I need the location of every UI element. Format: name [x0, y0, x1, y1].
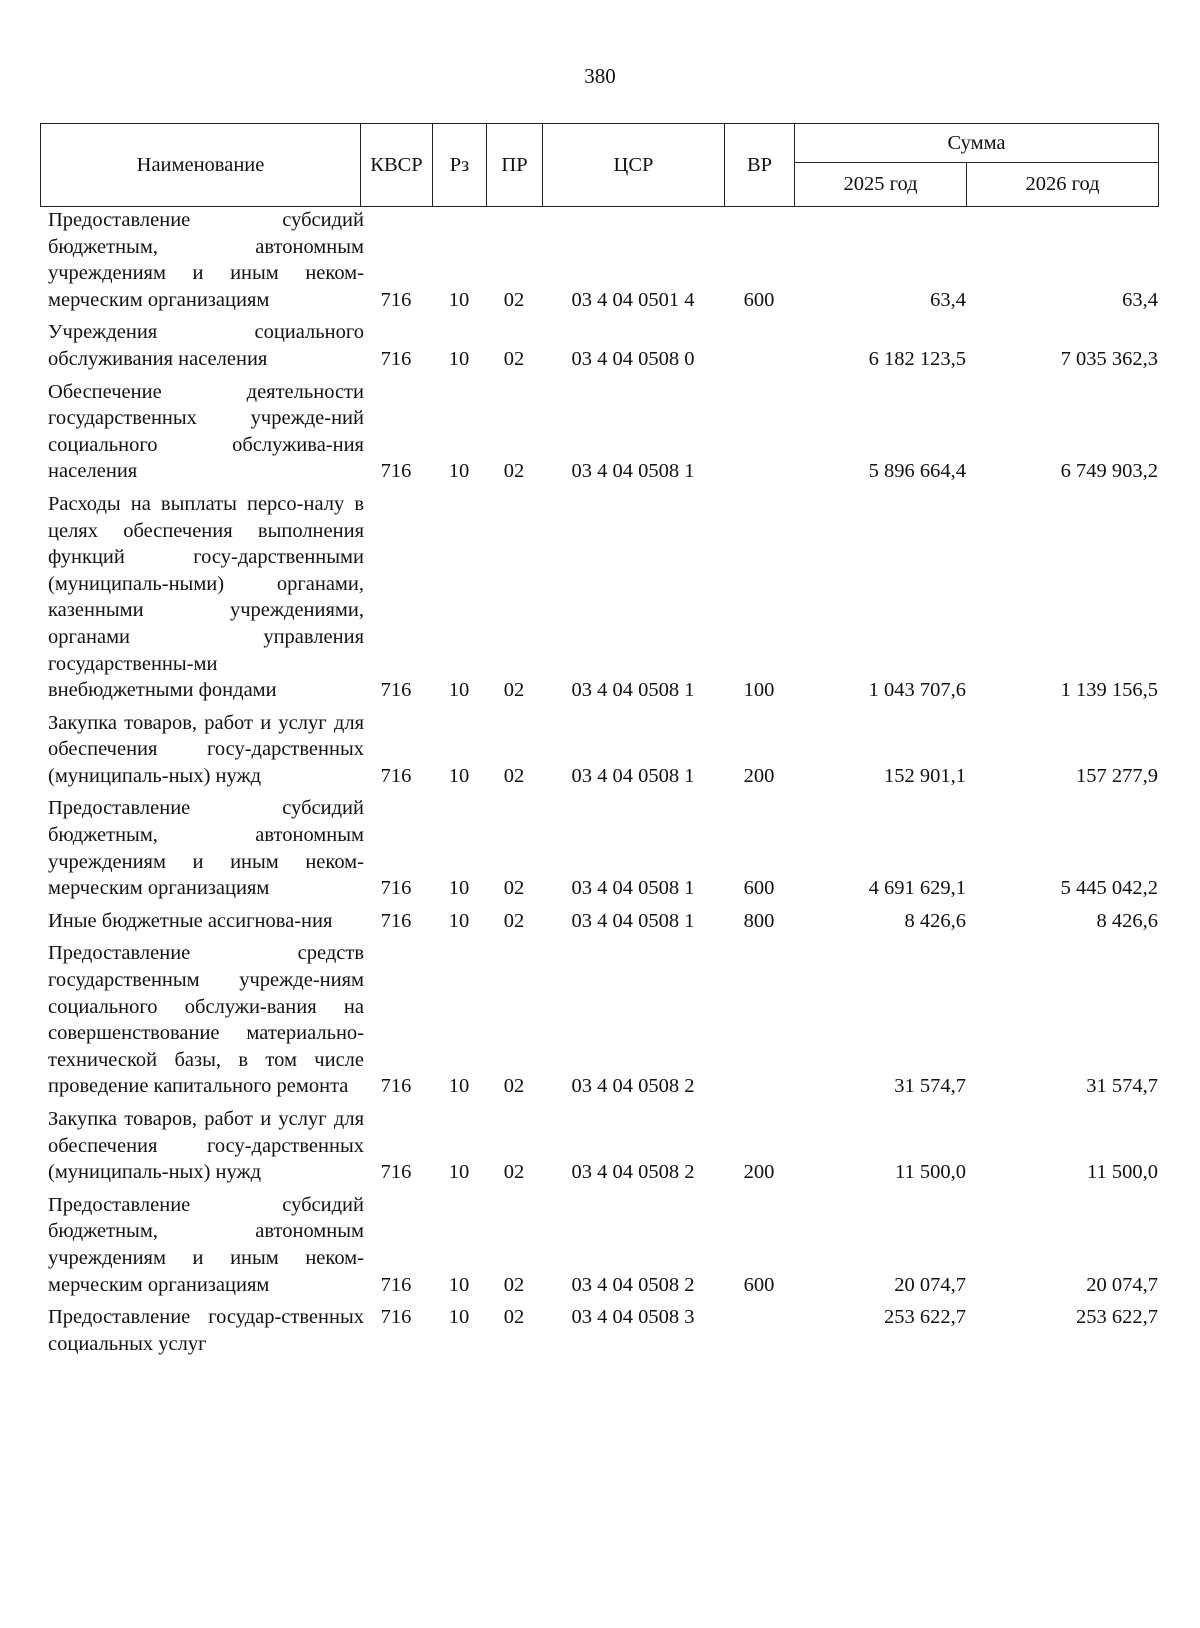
row-sum-2025: 20 074,7	[894, 1273, 966, 1296]
row-csr: 03 4 04 0508 3	[571, 1306, 695, 1329]
row-csr: 03 4 04 0508 2	[571, 1075, 695, 1098]
header-year-2025: 2025 год	[795, 163, 967, 207]
row-kvsr: 716	[380, 460, 412, 483]
row-name: Предоставление субсидий бюджетным, автономным учреждениям и иным неком-мерческим организациям	[48, 209, 364, 311]
table-row	[40, 710, 1166, 790]
row-vr: 200	[743, 1161, 775, 1184]
row-sum-2025: 63,4	[930, 288, 966, 311]
row-pr: 02	[503, 1161, 525, 1184]
row-sum-2026: 20 074,7	[1086, 1273, 1158, 1296]
row-sum-2026: 8 426,6	[1096, 909, 1158, 932]
row-kvsr: 716	[380, 288, 412, 311]
row-rz: 10	[448, 1273, 470, 1296]
row-pr: 02	[503, 764, 525, 787]
table-body	[40, 207, 1166, 1363]
row-pr: 02	[503, 288, 525, 311]
row-name: Учреждения социального обслуживания населения	[48, 321, 364, 370]
row-kvsr: 716	[380, 1075, 412, 1098]
table-row	[40, 908, 1166, 935]
table-row	[40, 319, 1166, 372]
row-kvsr: 716	[380, 679, 412, 702]
row-sum-2026: 1 139 156,5	[1060, 679, 1158, 702]
table-row	[40, 379, 1166, 485]
row-pr: 02	[503, 877, 525, 900]
row-rz: 10	[448, 764, 470, 787]
row-pr: 02	[503, 460, 525, 483]
row-kvsr: 716	[380, 1161, 412, 1184]
table-row	[40, 940, 1166, 1100]
row-pr: 02	[503, 1075, 525, 1098]
row-sum-2025: 11 500,0	[895, 1161, 966, 1184]
row-kvsr: 716	[380, 347, 412, 370]
row-sum-2025: 31 574,7	[894, 1075, 966, 1098]
row-name: Иные бюджетные ассигнова-ния	[48, 909, 333, 932]
row-rz: 10	[448, 1075, 470, 1098]
table-row	[40, 1304, 1166, 1357]
row-csr: 03 4 04 0508 1	[571, 877, 695, 900]
row-name: Предоставление субсидий бюджетным, автономным учреждениям и иным неком-мерческим организациям	[48, 1193, 364, 1296]
row-kvsr: 716	[380, 909, 412, 932]
row-sum-2025: 6 182 123,5	[868, 347, 966, 370]
row-vr: 800	[743, 909, 775, 932]
row-rz: 10	[448, 460, 470, 483]
row-csr: 03 4 04 0501 4	[571, 288, 695, 311]
row-csr: 03 4 04 0508 2	[571, 1273, 695, 1296]
table-header	[40, 123, 1159, 207]
header-sum: Сумма	[795, 124, 1159, 163]
row-kvsr: 716	[380, 1306, 412, 1329]
row-pr: 02	[503, 1306, 525, 1329]
row-sum-2025: 1 043 707,6	[868, 679, 966, 702]
row-name: Предоставление субсидий бюджетным, автономным учреждениям и иным неком-мерческим организациям	[48, 797, 364, 900]
row-vr: 600	[743, 1273, 775, 1296]
row-kvsr: 716	[380, 877, 412, 900]
row-sum-2026: 253 622,7	[1076, 1306, 1158, 1329]
row-vr: 100	[743, 679, 775, 702]
row-sum-2026: 31 574,7	[1086, 1075, 1158, 1098]
row-pr: 02	[503, 909, 525, 932]
row-name: Обеспечение деятельности государственных учрежде-ний социального обслужива-ния населения	[48, 380, 364, 483]
table-row	[40, 1192, 1166, 1298]
row-sum-2026: 11 500,0	[1087, 1161, 1158, 1184]
row-sum-2025: 8 426,6	[904, 909, 966, 932]
header-rz: Рз	[433, 124, 487, 207]
row-pr: 02	[503, 347, 525, 370]
row-rz: 10	[448, 679, 470, 702]
row-sum-2026: 157 277,9	[1076, 764, 1158, 787]
row-csr: 03 4 04 0508 1	[571, 909, 695, 932]
row-vr: 200	[743, 764, 775, 787]
table-row	[40, 795, 1166, 901]
row-name: Закупка товаров, работ и услуг для обеспечения госу-дарственных (муниципаль-ных) нужд	[48, 1108, 364, 1184]
row-sum-2026: 5 445 042,2	[1060, 877, 1158, 900]
table-row	[40, 1106, 1166, 1186]
row-pr: 02	[503, 1273, 525, 1296]
row-name: Предоставление государ-ственных социальных услуг	[48, 1306, 364, 1355]
row-kvsr: 716	[380, 1273, 412, 1296]
row-sum-2026: 6 749 903,2	[1060, 460, 1158, 483]
row-rz: 10	[448, 288, 470, 311]
row-rz: 10	[448, 1161, 470, 1184]
header-vr: ВР	[725, 124, 795, 207]
row-kvsr: 716	[380, 764, 412, 787]
row-rz: 10	[448, 1306, 470, 1329]
row-csr: 03 4 04 0508 2	[571, 1161, 695, 1184]
row-rz: 10	[448, 877, 470, 900]
row-pr: 02	[503, 679, 525, 702]
row-csr: 03 4 04 0508 1	[571, 460, 695, 483]
row-rz: 10	[448, 347, 470, 370]
row-sum-2025: 4 691 629,1	[868, 877, 966, 900]
row-rz: 10	[448, 909, 470, 932]
row-name: Предоставление средств государственным учрежде-ниям социального обслужи-вания на совершенствование материально-технической базы, в том числе проведение капитального ремонта	[48, 942, 364, 1098]
row-csr: 03 4 04 0508 1	[571, 679, 695, 702]
row-sum-2026: 7 035 362,3	[1060, 347, 1158, 370]
header-csr: ЦСР	[543, 124, 725, 207]
row-csr: 03 4 04 0508 0	[571, 347, 695, 370]
header-name: Наименование	[41, 124, 361, 207]
row-sum-2026: 63,4	[1122, 288, 1158, 311]
header-year-2026: 2026 год	[967, 163, 1159, 207]
row-name: Закупка товаров, работ и услуг для обеспечения госу-дарственных (муниципаль-ных) нужд	[48, 711, 364, 787]
row-sum-2025: 5 896 664,4	[868, 460, 966, 483]
row-vr: 600	[743, 288, 775, 311]
row-sum-2025: 152 901,1	[884, 764, 966, 787]
table-row	[40, 491, 1166, 704]
header-kvsr: КВСР	[361, 124, 433, 207]
row-csr: 03 4 04 0508 1	[571, 764, 695, 787]
table-row	[40, 207, 1166, 313]
row-name: Расходы на выплаты персо-налу в целях обеспечения выполнения функций госу-дарственными (муниципаль-ными) органами, казенными учреждениями, органами управления государственны-ми внебюджетными фондами	[48, 492, 364, 702]
header-pr: ПР	[487, 124, 543, 207]
row-sum-2025: 253 622,7	[884, 1306, 966, 1329]
row-vr: 600	[743, 877, 775, 900]
page-number: 380	[584, 64, 616, 88]
